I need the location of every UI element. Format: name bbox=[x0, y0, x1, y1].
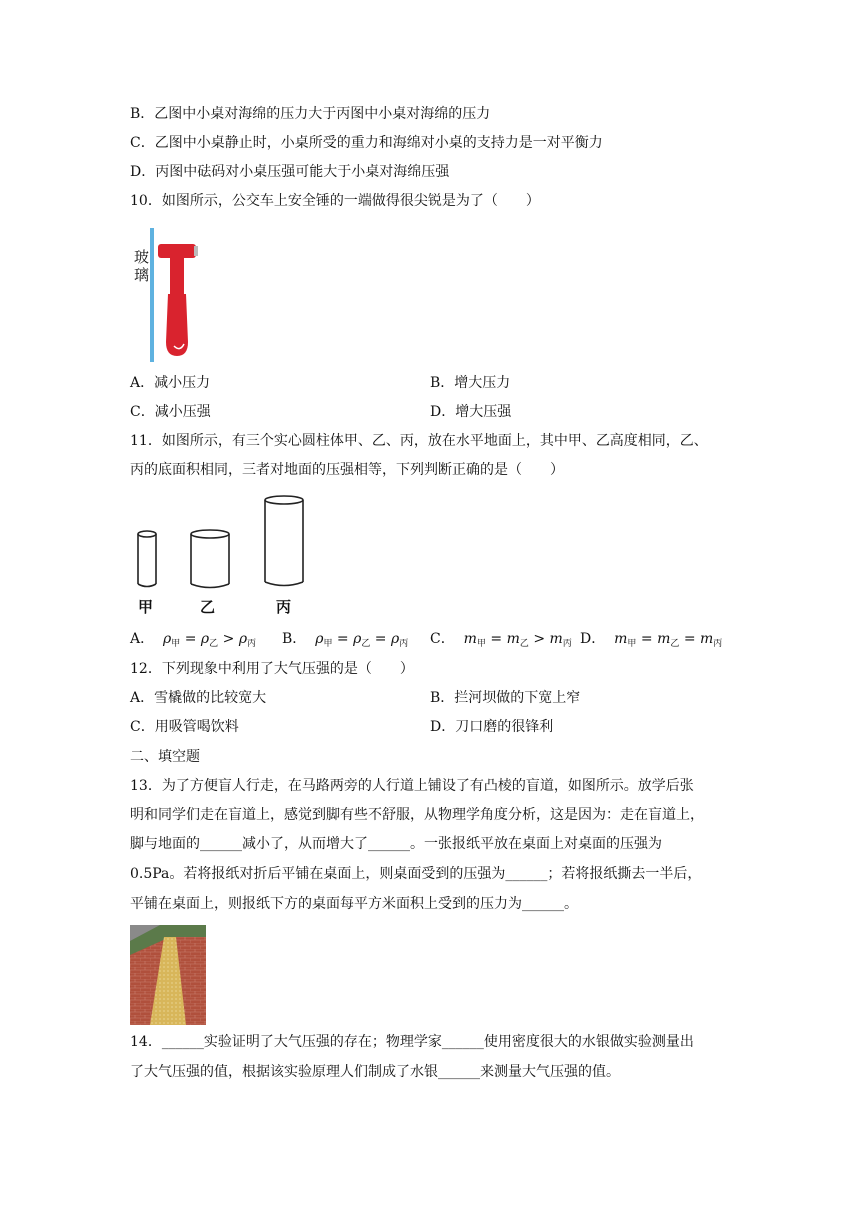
hammer-neck bbox=[170, 256, 184, 296]
cylinders-figure bbox=[130, 492, 320, 616]
hammer-handle bbox=[166, 294, 188, 356]
cylinder-yi-top bbox=[191, 530, 229, 538]
glass-pane bbox=[150, 228, 154, 362]
safety-hammer-figure bbox=[130, 224, 210, 364]
q14-line2: 了大气压强的值，根据该实验原理人们制成了水银______来测量大气压强的值。 bbox=[130, 1064, 620, 1080]
q11-option-b: B． $\rho_甲 = \rho_乙 = \rho_丙$ bbox=[282, 631, 409, 649]
q11-option-c: C． $m_甲 = m_乙 > m_丙$ bbox=[430, 631, 572, 649]
tactile-paving-photo bbox=[130, 925, 206, 1025]
cylinder-label-yi: 乙 bbox=[200, 598, 216, 616]
q13-line2: 明和同学们走在盲道上，感觉到脚有些不舒服，从物理学角度分析，这是因为：走在盲道上， bbox=[130, 807, 704, 823]
q13-line4: 0.5Pa。若将报纸对折后平铺在桌面上，则桌面受到的压强为______；若将报纸撕去一半后， bbox=[130, 866, 702, 882]
q13-line1: 13．为了方便盲人行走，在马路两旁的人行道上铺设了有凸棱的盲道，如图所示。放学后张 bbox=[130, 778, 694, 794]
q12-option-d: D．刀口磨的很锋利 bbox=[430, 719, 554, 735]
q10-option-a: A．减小压力 bbox=[130, 375, 211, 391]
q9-option-c: C．乙图中小桌静止时，小桌所受的重力和海绵对小桌的支持力是一对平衡力 bbox=[130, 135, 603, 151]
cylinder-jia-top bbox=[138, 531, 156, 537]
q10-option-c: C．减小压强 bbox=[130, 404, 211, 420]
q13-line3: 脚与地面的______减小了，从而增大了______。一张报纸平放在桌面上对桌面的压强为 bbox=[130, 836, 662, 852]
section-title-fill-in: 二、填空题 bbox=[130, 749, 200, 765]
q12-stem: 12．下列现象中利用了大气压强的是（ ） bbox=[130, 661, 414, 677]
glass-label-2: 璃 bbox=[134, 266, 150, 284]
q9-option-b: B．乙图中小桌对海绵的压力大于丙图中小桌对海绵的压力 bbox=[130, 106, 491, 122]
q9-option-d: D．丙图中砝码对小桌压强可能大于小桌对海绵压强 bbox=[130, 164, 450, 180]
q10-stem: 10．如图所示，公交车上安全锤的一端做得很尖锐是为了（ ） bbox=[130, 193, 540, 209]
q10-option-b: B．增大压力 bbox=[430, 375, 511, 391]
q11-option-a: A． $\rho_甲 = \rho_乙 > \rho_丙$ bbox=[130, 631, 257, 649]
cylinder-label-bing: 丙 bbox=[276, 598, 292, 616]
q11-option-d: D． $m_甲 = m_乙 = m_丙$ bbox=[580, 631, 723, 649]
q14-line1: 14．______实验证明了大气压强的存在；物理学家______使用密度很大的水银做实验测量出 bbox=[130, 1034, 694, 1050]
hammer-tip bbox=[194, 246, 198, 256]
q11-stem-line2: 丙的底面积相同，三者对地面的压强相等，下列判断正确的是（ ） bbox=[130, 462, 564, 478]
q12-option-b: B．拦河坝做的下宽上窄 bbox=[430, 690, 581, 706]
safety-hammer-illustration bbox=[130, 224, 210, 364]
q11-stem-line1: 11．如图所示，有三个实心圆柱体甲、乙、丙，放在水平地面上，其中甲、乙高度相同，乙、 bbox=[130, 433, 708, 449]
cylinder-label-jia: 甲 bbox=[138, 598, 154, 616]
hammer-head bbox=[158, 244, 196, 258]
q12-option-c: C．用吸管喝饮料 bbox=[130, 719, 239, 735]
glass-label-1: 玻 bbox=[134, 248, 150, 266]
q10-option-d: D．增大压强 bbox=[430, 404, 512, 420]
q13-line5: 平铺在桌面上，则报纸下方的桌面每平方米面积上受到的压力为______。 bbox=[130, 896, 578, 912]
q12-option-a: A．雪橇做的比较宽大 bbox=[130, 690, 267, 706]
cylinders-illustration bbox=[130, 492, 320, 616]
cylinder-bing-top bbox=[265, 496, 303, 504]
